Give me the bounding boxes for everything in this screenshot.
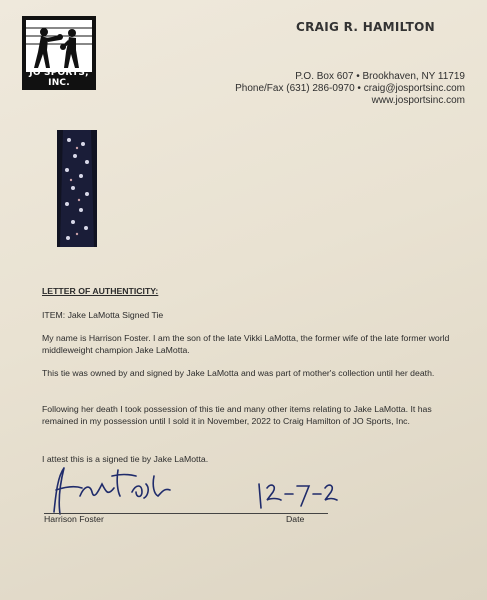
paragraph-provenance: Following her death I took possession of this tie and many other items relating to Jake LaMotta. It has remained in my possession until I sold it in November, 2022 to Craig Hamilton of JO Sports, Inc. (42, 404, 432, 426)
paragraph-identity: My name is Harrison Foster. I am the son of the late Vikki LaMotta, the former wife of the late former world middleweight champion Jake LaMotta. (42, 333, 450, 355)
signer-name: Harrison Foster (44, 514, 104, 524)
letter-heading: LETTER OF AUTHENTICITY: (42, 286, 159, 296)
item-line: ITEM: Jake LaMotta Signed Tie (42, 310, 164, 320)
paragraph-ownership: This tie was owned by and signed by Jake LaMotta and was part of mother's collection until her death. (42, 368, 435, 378)
contact-line: Phone/Fax (631) 286-0970 • craig@josportsinc.com (235, 83, 465, 94)
handwritten-signature (46, 462, 186, 518)
date-label: Date (286, 514, 305, 524)
address-line: P.O. Box 607 • Brookhaven, NY 11719 (295, 71, 465, 82)
logo-text: JO SPORTS, INC. (29, 68, 89, 88)
tie-pattern-image (57, 130, 97, 247)
tie-photo (57, 130, 97, 247)
website-line: www.josportsinc.com (371, 95, 465, 106)
letterhead-name: CRAIG R. HAMILTON (296, 20, 435, 34)
paragraph-attestation: I attest this is a signed tie by Jake LaMotta. (42, 454, 209, 464)
handwritten-date (255, 478, 345, 510)
